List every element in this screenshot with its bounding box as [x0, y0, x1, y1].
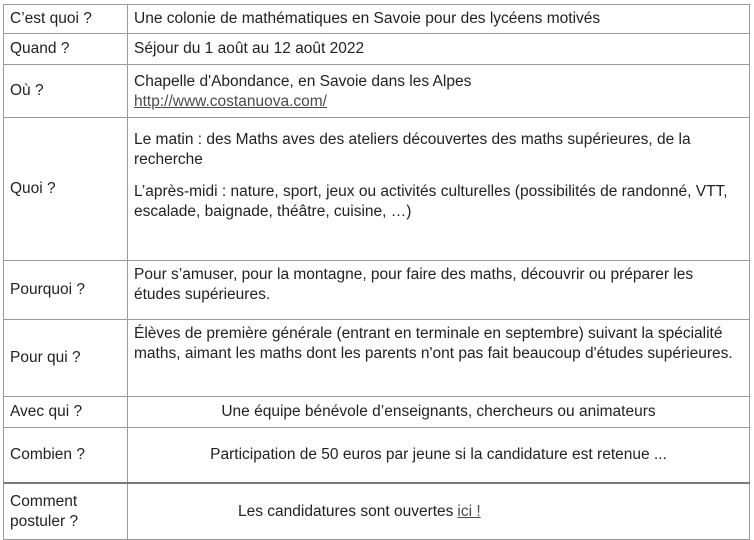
- row-label: Combien ?: [4, 428, 128, 484]
- row-value: Une équipe bénévole d’enseignants, chercheurs ou animateurs: [128, 397, 750, 428]
- table-row: [4, 5, 750, 34]
- row-value: Pour s’amuser, pour la montagne, pour faire des maths, découvrir ou préparer les études supérieures.: [128, 261, 750, 320]
- table-row: [4, 261, 750, 320]
- row-value: Une colonie de mathématiques en Savoie pour des lycéens motivés: [128, 5, 750, 34]
- row-value-cell: [128, 118, 750, 261]
- table-row: [4, 118, 750, 261]
- apply-link[interactable]: ici !: [457, 502, 481, 520]
- table-row: [4, 397, 750, 428]
- row-label: Quoi ?: [4, 118, 128, 261]
- table-row: [4, 483, 750, 540]
- table-row: [4, 428, 750, 484]
- row-label: Comment postuler ?: [4, 483, 128, 540]
- row-value-secondary: L’après-midi : nature, sport, jeux ou activités culturelles (possibilités de randonné, VTT, escalade, baignade, théâtre, cuisine, …): [134, 183, 728, 220]
- table-row: [4, 320, 750, 397]
- row-value: Les candidatures sont ouvertes: [238, 502, 454, 520]
- row-label: Quand ?: [4, 34, 128, 65]
- row-label: Pourquoi ?: [4, 261, 128, 320]
- info-table: [3, 4, 750, 540]
- row-value: Chapelle d'Abondance, en Savoie dans les Alpes: [134, 73, 472, 90]
- row-value: Élèves de première générale (entrant en terminale en septembre) suivant la spécialité maths, aimant les maths dont les parents n'ont pas fait beaucoup d'études supérieures.: [128, 320, 750, 397]
- website-link[interactable]: http://www.costanuova.com/: [134, 93, 327, 110]
- row-value: Séjour du 1 août au 12 août 2022: [128, 34, 750, 65]
- row-label: Où ?: [4, 65, 128, 118]
- row-value-cell: [128, 65, 750, 118]
- row-label: C’est quoi ?: [4, 5, 128, 34]
- row-label: Pour qui ?: [4, 320, 128, 397]
- apply-text-wrap: [238, 502, 743, 522]
- table-row: [4, 34, 750, 65]
- row-value: Le matin : des Maths aves des ateliers découvertes des maths supérieures, de la recherche: [134, 131, 691, 168]
- table-row: [4, 65, 750, 118]
- row-value: Participation de 50 euros par jeune si la candidature est retenue ...: [128, 428, 750, 484]
- row-value-cell: [128, 483, 750, 540]
- row-label: Avec qui ?: [4, 397, 128, 428]
